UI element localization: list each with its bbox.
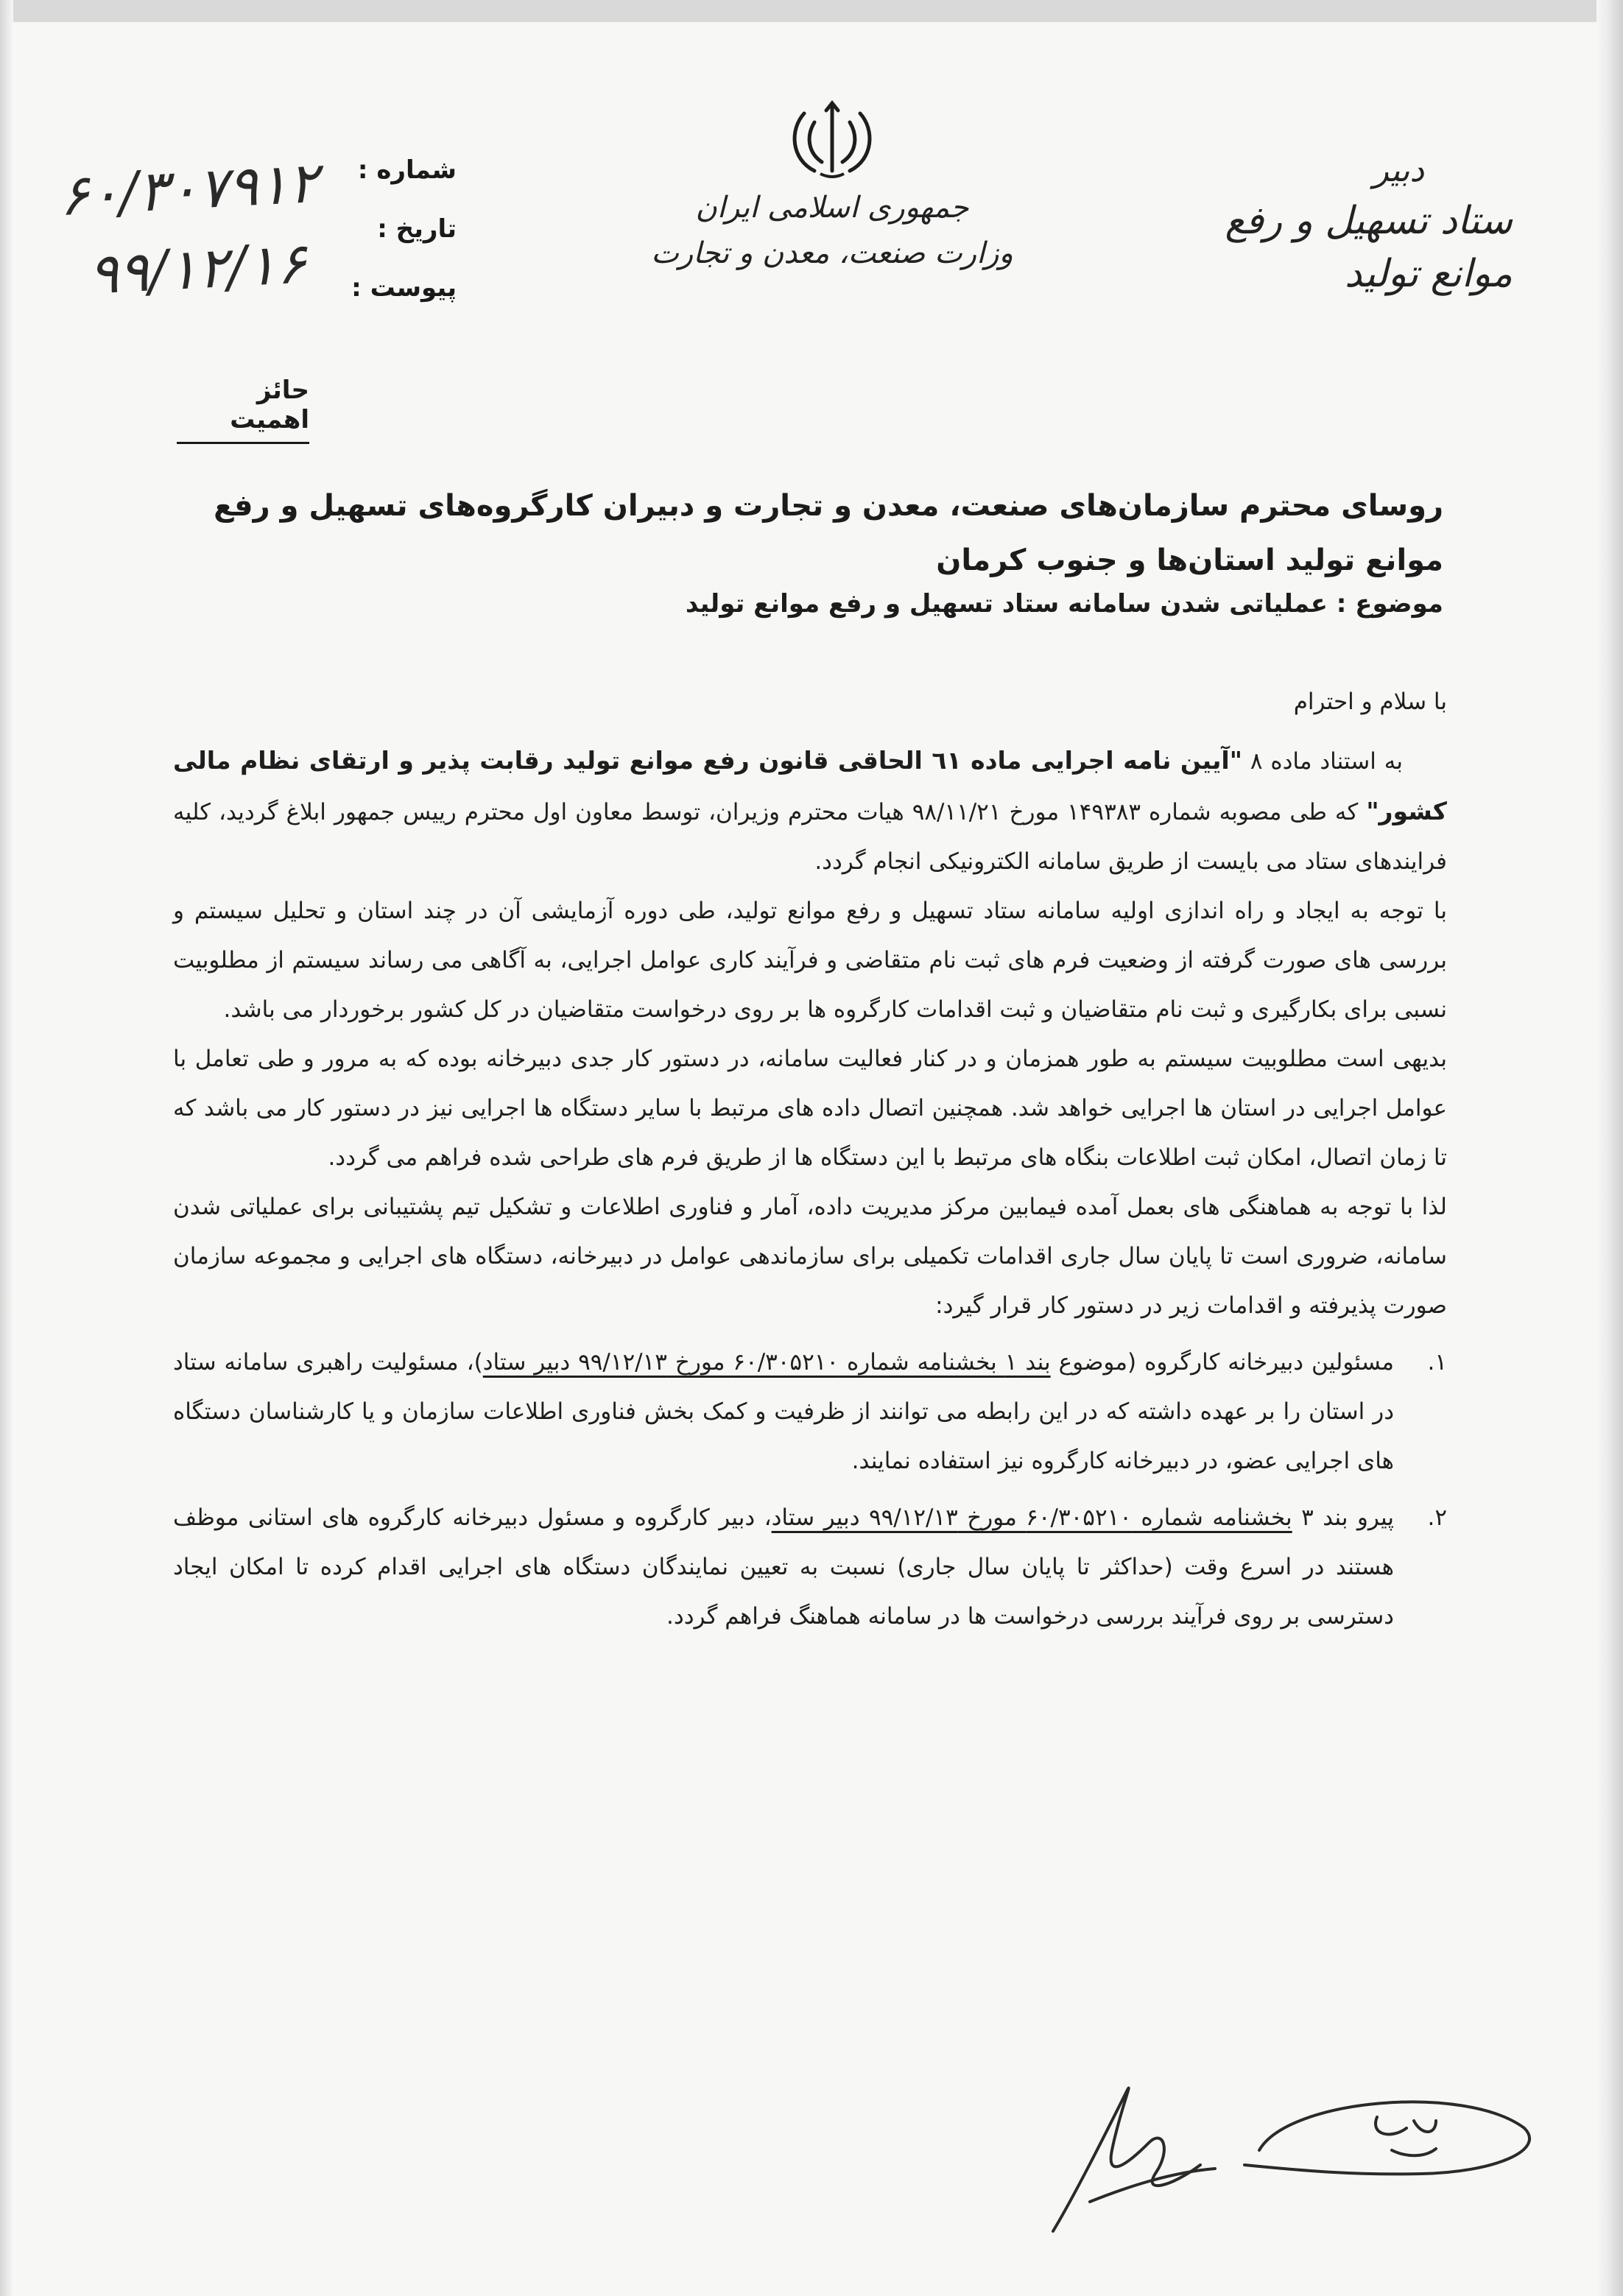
scan-top-border	[0, 0, 1623, 22]
letter-meta-labels	[346, 144, 457, 321]
secretariat-heading	[1203, 147, 1513, 300]
circular-reference: بند ۱ بخشنامه شماره ۶۰/۳۰۵۲۱۰ مورخ ۹۹/۱۲/۱۳ دبیر ستاد	[482, 1349, 1051, 1376]
date-label: تاریخ :	[377, 214, 457, 244]
list-item	[173, 1493, 1447, 1641]
secretary-title: دبیر	[1373, 152, 1424, 189]
paragraph-4: لذا با توجه به هماهنگی های بعمل آمده فیمابین مرکز مدیریت داده، آمار و فناوری اطلاعات و تشکیل تیم پشتیبانی برای عملیاتی شدن سامانه، ضروری است تا پایان سال جاری اقدامات تکمیلی برای سازماندهی عوامل در دبیرخانه، دستگاه های اجرایی و مجموعه سازمان صورت پذیرفته و اقدامات زیر در دستور کار قرار گیرد:	[173, 1194, 1447, 1319]
subject-line: موضوع : عملیاتی شدن سامانه ستاد تسهیل و رفع موانع تولید	[685, 589, 1443, 619]
ministry-name: وزارت صنعت، معدن و تجارت	[651, 236, 1013, 270]
bylaw-title: "آیین نامه اجرایی ماده ٦١ الحاقی قانون رفع موانع تولید رقابت پذیر و ارتقای نظام مالی کشور"	[173, 746, 1447, 825]
paragraph-1-rest: که طی مصوبه شماره ۱۴۹۳۸۳ مورخ ۹۸/۱۱/۲۱ هیات محترم وزیران، توسط معاون اول محترم رییس جمهور ابلاغ گردید، کلیه فرایندهای ستاد می بایست از طریق سامانه الکترونیکی انجام گردد.	[173, 799, 1447, 875]
priority-note: حائز اهمیت	[177, 376, 309, 444]
paragraph-2: با توجه به ایجاد و راه اندازی اولیه سامانه ستاد تسهیل و رفع موانع تولید، طی دوره آزمایشی آن در چند استان و تحلیل سیستم و بررسی های صورت گرفته از وضعیت فرم های ثبت نام متقاضی و فرآیند کاری عوامل اجرایی، به آگاهی می رساند سیستم از مطلوبیت نسبی برای بکارگیری و ثبت نام متقاضیان و ثبت اقدامات کارگروه ها بر روی درخواست متقاضیان در کل کشور برخوردار می باشد.	[173, 898, 1447, 1023]
iran-emblem-icon	[788, 100, 876, 181]
list-item-prefix: پیرو بند ۳	[1301, 1504, 1394, 1531]
recipient-line: روسای محترم سازمان‌های صنعت، معدن و تجارت و دبیران کارگروه‌های تسهیل و رفع موانع تولید استان‌ها و جنوب کرمان	[214, 489, 1443, 577]
list-item	[173, 1338, 1447, 1486]
letter-number-handwritten: ۶۰/۳۰۷۹۱۲	[57, 149, 320, 229]
list-item-text: ، دبیر کارگروه و مسئول دبیرخانه کارگروه های استانی موظف هستند در اسرع وقت (حداکثر تا پایان سال جاری) نسبت به تعیین نمایندگان دستگاه های اجرایی اقدام کرده تا امکان ایجاد دسترسی بر روی فرآیند بررسی درخواست ها در سامانه هماهنگ فراهم گردد.	[173, 1504, 1394, 1630]
number-label: شماره :	[357, 155, 457, 185]
greeting: با سلام و احترام	[1293, 689, 1447, 715]
list-item-prefix: مسئولین دبیرخانه کارگروه (موضوع	[1058, 1349, 1394, 1376]
list-item-number: ۲.	[1427, 1504, 1447, 1531]
headquarters-name: ستاد تسهیل و رفع موانع تولید	[1225, 199, 1513, 296]
letter-date-handwritten: ۹۹/۱۲/۱۶	[86, 230, 309, 307]
paragraph-1-prefix: به استناد ماده ۸	[1250, 748, 1404, 775]
letter-body	[173, 677, 1447, 1641]
ministry-heading	[633, 184, 1031, 275]
circular-reference: بخشنامه شماره ۶۰/۳۰۵۲۱۰ مورخ ۹۹/۱۲/۱۳ دبیر ستاد	[771, 1504, 1292, 1531]
paragraph-3: بدیهی است مطلوبیت سیستم به طور همزمان و در کنار فعالیت سامانه، در دستور کار جدی دبیرخانه بوده که به مرور و طی تعامل با عوامل اجرایی در استان ها اجرایی خواهد شد. همچنین اتصال داده های مرتبط با سایر دستگاه ها اجرایی نیز در دستور کار می باشد که تا زمان اتصال، امکان ثبت اطلاعات بنگاه های مرتبط با این دستگاه ها از طریق فرم های طراحی شده فراهم می گردد.	[173, 1046, 1447, 1171]
paragraph-1	[173, 736, 1447, 887]
list-item-text: )، مسئولیت راهبری سامانه ستاد در استان را بر عهده داشته که در این رابطه می توانند از ظرفیت و کمک بخش فناوری اطلاعات سازمان و یا کارشناسان دستگاه های اجرایی عضو، در دبیرخانه کارگروه نیز استفاده نمایند.	[173, 1349, 1394, 1474]
scan-right-edge	[1596, 0, 1623, 2296]
list-item-number: ۱.	[1427, 1349, 1447, 1376]
attachment-label: پیوست :	[351, 273, 457, 303]
action-list	[173, 1338, 1447, 1641]
scan-left-edge	[0, 0, 13, 2296]
republic-name: جمهوری اسلامی ایران	[695, 191, 969, 225]
handwritten-signature-icon	[1024, 2047, 1554, 2268]
